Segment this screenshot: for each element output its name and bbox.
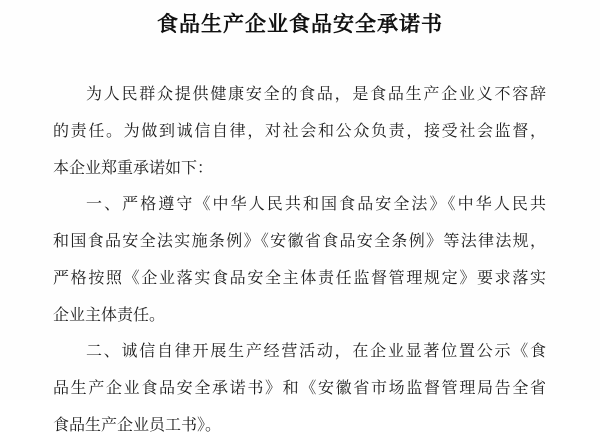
paragraph-line: 本企业郑重承诺如下： <box>53 158 214 177</box>
paragraph-line: 的责任。为做到诚信自律，对社会和公众负责，接受社会监督， <box>53 121 546 140</box>
paragraph-line: 食品生产企业员工书》。 <box>53 415 222 434</box>
paragraph-line: 二、诚信自律开展生产经营活动，在企业显著位置公示《食 <box>86 341 546 360</box>
paragraph-line: 一、严格遵守《中华人民共和国食品安全法》《中华人民共 <box>86 194 546 213</box>
paragraph-line: 为人民群众提供健康安全的食品，是食品生产企业义不容辞 <box>86 84 546 103</box>
paragraph-line: 和国食品安全法实施条例》《安徽省食品安全条例》等法律法规， <box>53 231 546 250</box>
paragraph-line: 品生产企业食品安全承诺书》和《安徽省市场监督管理局告全省 <box>53 378 546 397</box>
document-title: 食品生产企业食品安全承诺书 <box>157 12 443 36</box>
paragraph-line: 企业主体责任。 <box>53 305 166 324</box>
paragraph-line: 严格按照《企业落实食品安全主体责任监督管理规定》要求落实 <box>53 268 546 287</box>
